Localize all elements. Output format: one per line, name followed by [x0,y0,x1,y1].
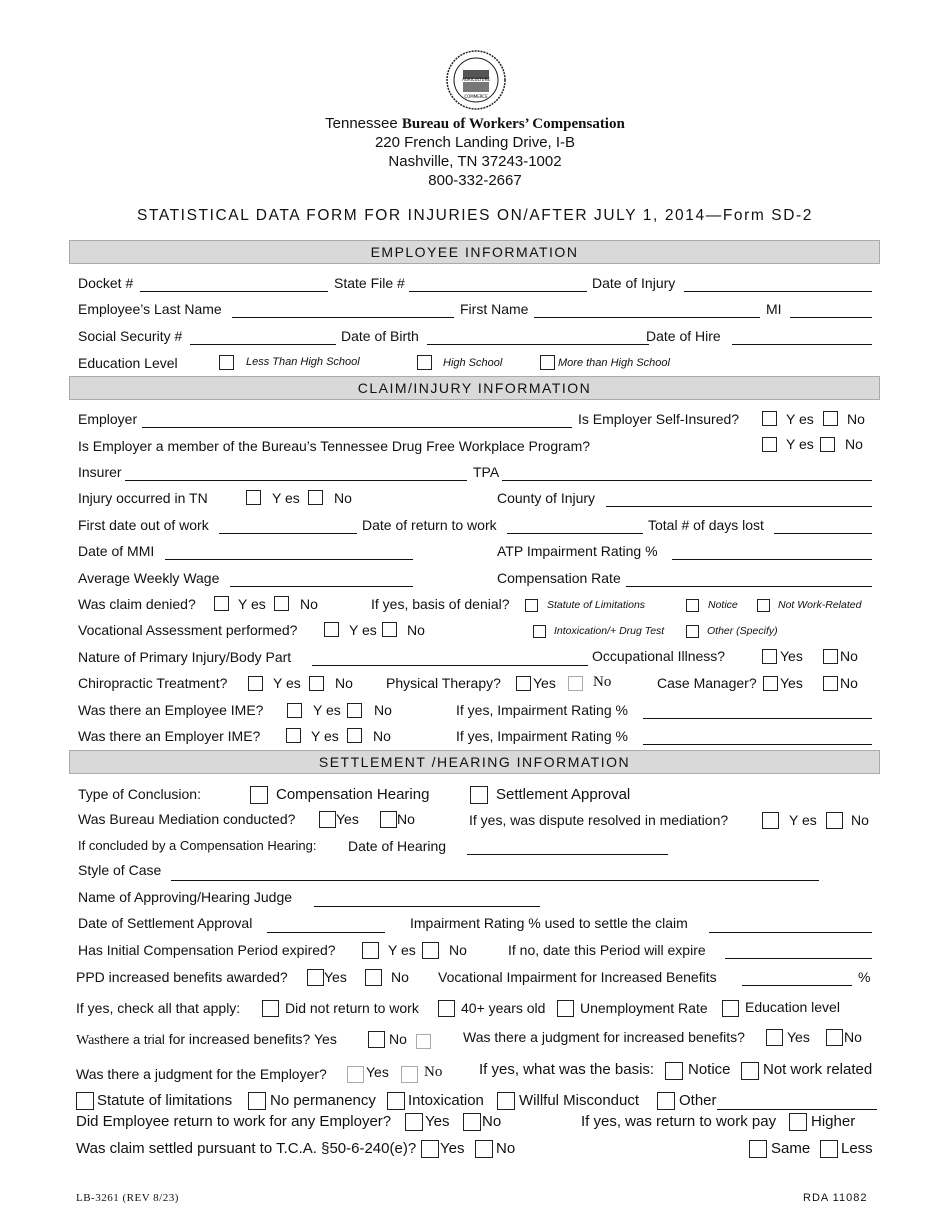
voc-no-label: No [407,622,425,638]
er-ime-yes-checkbox[interactable] [286,728,301,743]
settle-approval-label: Settlement Approval [496,786,631,803]
hearing-date-label: Date of Hearing [348,838,447,854]
judgment-no-checkbox[interactable] [826,1029,843,1046]
svg-text:AGRICULTURE: AGRICULTURE [462,77,490,82]
state-file-field[interactable] [409,291,587,292]
self-insured-yes-label: Y es [786,411,814,427]
first-name-label: First Name [460,301,529,317]
form-title: STATISTICAL DATA FORM FOR INJURIES ON/AFTER JULY 1, 2014—Form SD-2 [136,207,814,224]
rtw-no-label: No [482,1113,502,1130]
emp-ime-yes-label: Y es [313,702,341,718]
unemp-checkbox[interactable] [557,1000,574,1017]
basis-willful-label: Willful Misconduct [519,1092,640,1109]
basis-notice-label: Notice [688,1061,731,1078]
first-out-label: First date out of work [78,517,209,533]
mediation-label: Was Bureau Mediation conducted? [78,811,296,827]
basis-no-perm-checkbox[interactable] [248,1092,266,1110]
cm-yes-label: Yes [780,675,803,691]
docket-field[interactable] [140,291,328,292]
edu-label: Education Level [78,355,178,371]
dfwp-no-checkbox[interactable] [820,437,835,452]
in-tn-yes-checkbox[interactable] [246,490,261,505]
er-ime-rating-field[interactable] [643,744,872,745]
judg-er-label: Was there a judgment for the Employer? [76,1066,327,1082]
forty-label: 40+ years old [461,1000,546,1016]
resolved-no-checkbox[interactable] [826,812,843,829]
trial-no-checkbox[interactable] [416,1034,431,1049]
section-claim: CLAIM/INJURY INFORMATION [69,376,880,400]
self-insured-yes-checkbox[interactable] [762,411,777,426]
trial-yes-checkbox[interactable] [368,1031,385,1048]
denied-yes-checkbox[interactable] [214,596,229,611]
ssn-field[interactable] [190,344,336,345]
basis-sol-checkbox[interactable] [76,1092,94,1110]
chiro-label: Chiropractic Treatment? [78,675,228,691]
mmi-field[interactable] [165,559,413,560]
occ-no-label: No [840,648,858,664]
conclusion-label: Type of Conclusion: [78,786,201,802]
ppd-label: PPD increased benefits awarded? [76,969,288,985]
judgment-yes-label: Yes [787,1029,810,1045]
dfwp-yes-label: Y es [786,436,814,452]
judg-er-no-label: No [424,1064,443,1080]
basis-other-checkbox[interactable] [657,1092,675,1110]
rtw-no-checkbox[interactable] [463,1113,481,1131]
org-line: Tennessee Bureau of Workers’ Compensation [325,115,625,132]
judg-er-no-checkbox[interactable] [401,1066,418,1083]
rtw-less-checkbox[interactable] [820,1140,838,1158]
ppd-yes-checkbox[interactable] [307,969,324,986]
emp-ime-rating-field[interactable] [643,718,872,719]
intox-label: Intoxication/+ Drug Test [554,625,665,637]
chiro-yes-checkbox[interactable] [248,676,263,691]
basis-sol-label: Statute of limitations [97,1092,233,1109]
icp-expire-field[interactable] [725,958,872,959]
ppd-no-checkbox[interactable] [365,969,382,986]
emp-ime-label: Was there an Employee IME? [78,702,264,718]
tca-yes-label: Yes [440,1140,465,1157]
atp-field[interactable] [672,559,872,560]
aww-field[interactable] [230,586,413,587]
er-ime-no-checkbox[interactable] [347,728,362,743]
mediation-no-checkbox[interactable] [380,811,397,828]
resolved-yes-label: Y es [789,812,817,828]
rtw-label: Did Employee return to work for any Employer? [76,1113,392,1130]
rda-number: RDA 11082 [803,1192,868,1204]
judgment-yes-checkbox[interactable] [766,1029,783,1046]
resolved-no-label: No [851,812,869,828]
judge-field[interactable] [314,906,540,907]
voc-yes-checkbox[interactable] [324,622,339,637]
atp-label: ATP Impairment Rating % [497,543,658,559]
doh-label: Date of Hire [646,328,721,344]
tca-no-label: No [496,1140,516,1157]
basis-nwr-label: Not work related [763,1061,873,1078]
rtw-less-label: Less [841,1140,873,1157]
address-line-1: 220 French Landing Drive, I-B [374,134,576,151]
form-number: LB-3261 (REV 8/23) [76,1192,179,1204]
dob-field[interactable] [427,344,649,345]
judgment-no-label: No [844,1029,862,1045]
er-ime-no-label: No [373,728,391,744]
judge-label: Name of Approving/Hearing Judge [78,889,293,905]
basis-willful-checkbox[interactable] [497,1092,515,1110]
denied-label: Was claim denied? [78,596,196,612]
rtw-same-label: Same [771,1140,811,1157]
last-name-label: Employee’s Last Name [78,301,222,317]
edu-hs-checkbox[interactable] [417,355,432,370]
in-tn-label: Injury occurred in TN [78,490,208,506]
rtw-higher-label: Higher [811,1113,856,1130]
edu-less-hs-checkbox[interactable] [219,355,234,370]
address-line-2: Nashville, TN 37243-1002 [388,153,562,170]
sol-label: Statute of Limitations [547,599,646,611]
style-field[interactable] [171,880,819,881]
judg-er-yes-label: Yes [366,1064,389,1080]
state-seal [446,50,506,110]
pt-yes-checkbox[interactable] [516,676,531,691]
last-name-field[interactable] [232,317,454,318]
mediation-yes-checkbox[interactable] [319,811,336,828]
basis-other-field[interactable] [717,1109,877,1110]
insurer-label: Insurer [78,464,122,480]
in-tn-no-label: No [334,490,352,506]
icp-label: Has Initial Compensation Period expired? [78,942,336,958]
occ-no-checkbox[interactable] [823,649,838,664]
impairment-field[interactable] [709,932,872,933]
ppd-yes-label: Yes [324,969,347,985]
hearing-date-field[interactable] [467,854,668,855]
self-insured-label: Is Employer Self-Insured? [578,411,740,427]
docket-label: Docket # [78,275,134,291]
judg-er-yes-checkbox[interactable] [347,1066,364,1083]
doi-field[interactable] [684,291,872,292]
mediation-no-label: No [397,811,415,827]
voc-yes-label: Y es [349,622,377,638]
basis-intox-label: Intoxication [408,1092,484,1109]
employer-label: Employer [78,411,138,427]
nrtw-checkbox[interactable] [262,1000,279,1017]
approval-date-field[interactable] [267,932,385,933]
first-out-field[interactable] [219,533,357,534]
svg-text:COMMERCE: COMMERCE [464,94,488,99]
unemp-label: Unemployment Rate [580,1000,708,1016]
edu-hs-label: High School [443,357,503,369]
nature-field[interactable] [312,665,588,666]
rtw-higher-checkbox[interactable] [789,1113,807,1131]
icp-yes-checkbox[interactable] [362,942,379,959]
trial-no-label: No [389,1031,407,1047]
emp-ime-no-label: No [374,702,392,718]
icp-no-label: No [449,942,467,958]
resolved-label: If yes, was dispute resolved in mediation? [469,812,729,828]
cm-no-checkbox[interactable] [823,676,838,691]
comp-rate-label: Compensation Rate [497,570,621,586]
self-insured-no-checkbox[interactable] [823,411,838,426]
tca-yes-checkbox[interactable] [421,1140,439,1158]
basis-label: If yes, basis of denial? [371,596,510,612]
cm-no-label: No [840,675,858,691]
check-all-label: If yes, check all that apply: [76,1000,241,1016]
impairment-label: Impairment Rating % used to settle the claim [410,915,688,931]
phone: 800-332-2667 [428,172,522,189]
cm-label: Case Manager? [657,675,757,691]
days-lost-field[interactable] [774,533,872,534]
dfwp-label: Is Employer a member of the Bureau’s Tennessee Drug Free Workplace Program? [78,438,591,454]
nature-label: Nature of Primary Injury/Body Part [78,649,292,665]
intox-checkbox[interactable] [533,625,546,638]
er-ime-label: Was there an Employer IME? [78,728,261,744]
in-tn-no-checkbox[interactable] [308,490,323,505]
settle-approval-checkbox[interactable] [470,786,488,804]
notice-checkbox[interactable] [686,599,699,612]
voc-no-checkbox[interactable] [382,622,397,637]
nwr-checkbox[interactable] [757,599,770,612]
basis-nwr-checkbox[interactable] [741,1062,759,1080]
dfwp-no-label: No [845,436,863,452]
mmi-label: Date of MMI [78,543,155,559]
denied-no-checkbox[interactable] [274,596,289,611]
cm-yes-checkbox[interactable] [763,676,778,691]
rtw-yes-checkbox[interactable] [405,1113,423,1131]
forty-checkbox[interactable] [438,1000,455,1017]
er-ime-rating-label: If yes, Impairment Rating % [456,728,628,744]
dfwp-yes-checkbox[interactable] [762,437,777,452]
aww-label: Average Weekly Wage [78,570,220,586]
denied-yes-label: Y es [238,596,266,612]
occ-yes-checkbox[interactable] [762,649,777,664]
judg-basis-label: If yes, what was the basis: [479,1061,655,1078]
other-checkbox[interactable] [686,625,699,638]
voc-impair-field[interactable] [742,985,852,986]
edu-level-checkbox[interactable] [722,1000,739,1017]
basis-intox-checkbox[interactable] [387,1092,405,1110]
emp-ime-yes-checkbox[interactable] [287,703,302,718]
tca-label: Was claim settled pursuant to T.C.A. §50-6-240(e)? [76,1140,417,1157]
er-ime-yes-label: Y es [311,728,339,744]
self-insured-no-label: No [847,411,865,427]
icp-no-checkbox[interactable] [422,942,439,959]
ppd-no-label: No [391,969,409,985]
voc-label: Vocational Assessment performed? [78,622,298,638]
doi-label: Date of Injury [592,275,676,291]
ssn-label: Social Security # [78,328,183,344]
mi-field[interactable] [790,317,872,318]
rtw-same-checkbox[interactable] [749,1140,767,1158]
section-settlement: SETTLEMENT /HEARING INFORMATION [69,750,880,774]
notice-label: Notice [708,599,738,611]
pt-yes-label: Yes [533,675,556,691]
judgment-label: Was there a judgment for increased benefits? [463,1029,745,1045]
comp-hearing-label: Compensation Hearing [276,786,430,803]
state-file-label: State File # [334,275,405,291]
basis-no-perm-label: No permanency [270,1092,376,1109]
icp-expire-label: If no, date this Period will expire [508,942,706,958]
nwr-label: Not Work-Related [778,599,862,611]
voc-impair-pct: % [858,969,871,985]
county-label: County of Injury [497,490,596,506]
edu-more-hs-label: More than High School [558,357,670,369]
tca-no-checkbox[interactable] [475,1140,493,1158]
chiro-no-label: No [335,675,353,691]
in-tn-yes-label: Y es [272,490,300,506]
basis-notice-checkbox[interactable] [665,1062,683,1080]
days-lost-label: Total # of days lost [648,517,764,533]
tpa-field[interactable] [502,480,872,481]
emp-ime-rating-label: If yes, Impairment Rating % [456,702,628,718]
edu-more-hs-checkbox[interactable] [540,355,555,370]
style-label: Style of Case [78,862,162,878]
pt-no-checkbox[interactable] [568,676,583,691]
occ-label: Occupational Illness? [592,648,726,664]
sol-checkbox[interactable] [525,599,538,612]
first-name-field[interactable] [534,317,760,318]
trial-label: Wasthere a trial for increased benefits? Yes [76,1031,337,1048]
occ-yes-label: Yes [780,648,803,664]
emp-ime-no-checkbox[interactable] [347,703,362,718]
other-label: Other (Specify) [707,625,778,637]
return-label: Date of return to work [362,517,497,533]
comp-rate-field[interactable] [626,586,872,587]
chiro-yes-label: Y es [273,675,301,691]
concluded-label: If concluded by a Compensation Hearing: [78,838,317,853]
tpa-label: TPA [473,464,500,480]
resolved-yes-checkbox[interactable] [762,812,779,829]
section-employee: EMPLOYEE INFORMATION [69,240,880,264]
pt-no-label: No [593,674,612,690]
pt-label: Physical Therapy? [386,675,501,691]
insurer-field[interactable] [125,480,467,481]
icp-yes-label: Y es [388,942,416,958]
nrtw-label: Did not return to work [285,1000,419,1016]
dob-label: Date of Birth [341,328,419,344]
denied-no-label: No [300,596,318,612]
doh-field[interactable] [732,344,872,345]
return-field[interactable] [507,533,643,534]
voc-impair-label: Vocational Impairment for Increased Benefits [438,969,717,985]
mediation-yes-label: Yes [336,811,359,827]
chiro-no-checkbox[interactable] [309,676,324,691]
edu-level-label: Education level [745,999,840,1015]
employer-field[interactable] [142,427,572,428]
basis-other-label: Other [679,1092,717,1109]
edu-less-hs-label: Less Than High School [246,356,360,368]
comp-hearing-checkbox[interactable] [250,786,268,804]
rtw-pay-label: If yes, was return to work pay [581,1113,777,1130]
mi-label: MI [766,301,782,317]
rtw-yes-label: Yes [425,1113,450,1130]
approval-date-label: Date of Settlement Approval [78,915,253,931]
county-field[interactable] [606,506,872,507]
